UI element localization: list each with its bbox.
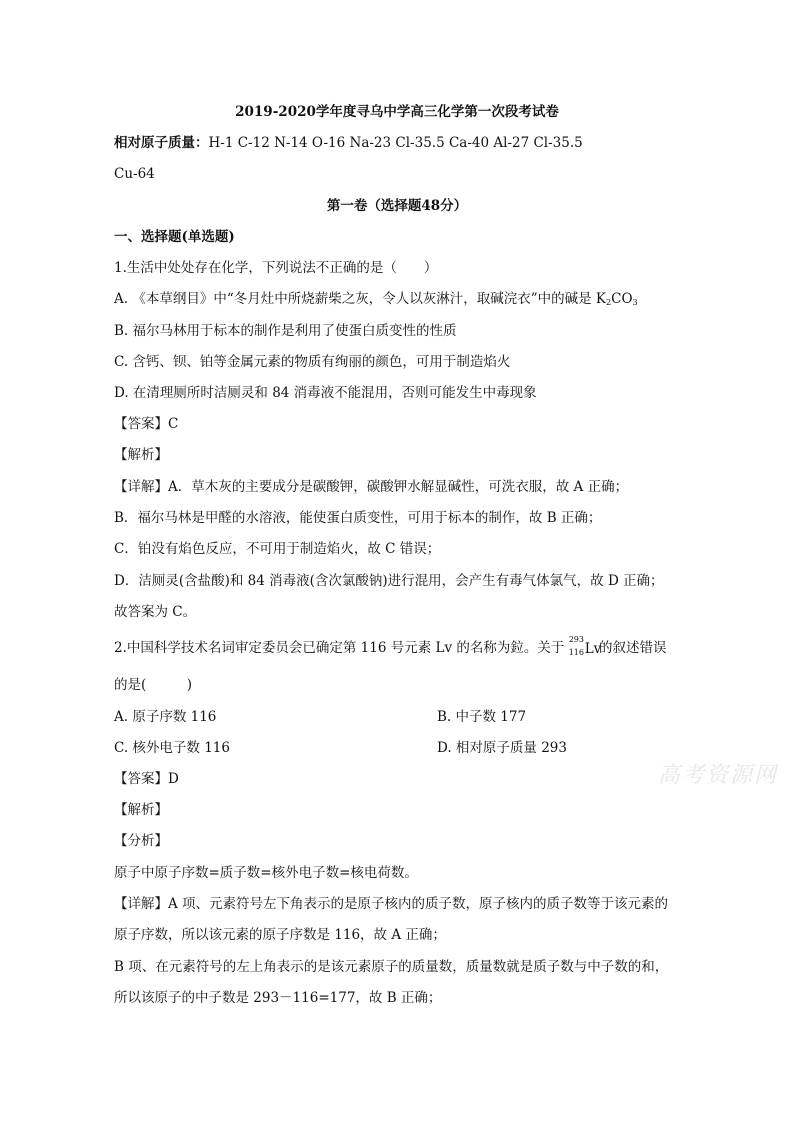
- question-2-detail-b-line1: B 项、在元素符号的左上角表示的是该元素原子的质量数，质量数就是质子数与中子数的和，: [114, 959, 669, 975]
- question-1-analysis-label: 【解析】: [114, 447, 168, 463]
- section-title: 第一卷（选择题48分）: [326, 198, 468, 214]
- question-2-stem: 2.中国科学技术名词审定委员会已确定第 116 号元素 Lv 的名称为鉝。关于 293 116 Lv 的叙述错误: [114, 634, 667, 657]
- question-1-detail-a: 【详解】A．草木灰的主要成分是碳酸钾，碳酸钾水解显碱性，可洗衣服，故 A 正确；: [114, 479, 629, 495]
- question-1-option-d: D. 在清理厕所时洁厕灵和 84 消毒液不能混用，否则可能发生中毒现象: [114, 385, 537, 401]
- question-1-option-a: A. 《本草纲目》中“冬月灶中所烧薪柴之灰，令人以灰淋汁，取碱浣衣”中的碱是 $K_2CO_3$: [114, 291, 638, 307]
- question-2-detail-b-line2: 所以该原子的中子数是 293－116=177，故 B 正确；: [114, 990, 442, 1006]
- question-2-option-a: A. 原子序数 116: [114, 709, 217, 725]
- atomic-mass-label: 相对原子质量：: [114, 135, 209, 151]
- question-1-answer: 【答案】C: [114, 416, 179, 432]
- question-1-detail-b: B．福尔马林是甲醛的水溶液，能使蛋白质变性，可用于标本的制作，故 B 正确；: [114, 510, 602, 526]
- question-2-option-b: B. 中子数 177: [437, 709, 527, 725]
- question-2-answer: 【答案】D: [114, 771, 179, 787]
- question-2-analysis-label: 【解析】: [114, 802, 168, 818]
- atomic-mass-continued: Cu-64: [114, 166, 155, 182]
- question-1-option-b: B. 福尔马林用于标本的制作是利用了使蛋白质变性的性质: [114, 323, 457, 339]
- question-2-stem-line2: 的是( ): [114, 677, 193, 693]
- question-1-detail-c: C．铂没有焰色反应，不可用于制造焰火，故 C 错误；: [114, 541, 441, 557]
- question-1-option-c: C. 含钙、钡、铂等金属元素的物质有绚丽的颜色，可用于制造焰火: [114, 354, 511, 370]
- question-2-principle: 原子中原子序数=质子数=核外电子数=核电荷数。: [114, 865, 418, 881]
- atomic-mass-values: H-1 C-12 N-14 O-16 Na-23 Cl-35.5 Ca-40 Al-27 Cl-35.5: [208, 135, 583, 151]
- question-2-detail-a-line1: 【详解】A 项、元素符号左下角表示的是原子核内的质子数，原子核内的质子数等于该元素的: [114, 896, 669, 912]
- question-1-conclusion: 故答案为 C。: [114, 604, 197, 620]
- question-1-stem: 1.生活中处处存在化学，下列说法不正确的是（ ）: [114, 260, 438, 276]
- question-2-option-c: C. 核外电子数 116: [114, 740, 230, 756]
- question-2-option-d: D. 相对原子质量 293: [437, 740, 567, 756]
- watermark: 高考资源网: [658, 763, 779, 788]
- exam-title: 2019-2020学年度寻乌中学高三化学第一次段考试卷: [235, 104, 559, 120]
- atomic-mass-line: [114, 134, 583, 152]
- question-1-detail-d: D．洁厕灵(含盐酸)和 84 消毒液(含次氯酸钠)进行混用，会产生有毒气体氯气，故 D 正确；: [114, 573, 664, 589]
- part-heading: 一、选择题(单选题): [114, 229, 235, 245]
- question-2-fenxi-label: 【分析】: [114, 833, 168, 849]
- isotope-notation: 293 116 Lv: [568, 634, 602, 657]
- question-2-detail-a-line2: 原子序数，所以该元素的原子序数是 116，故 A 正确；: [114, 927, 446, 943]
